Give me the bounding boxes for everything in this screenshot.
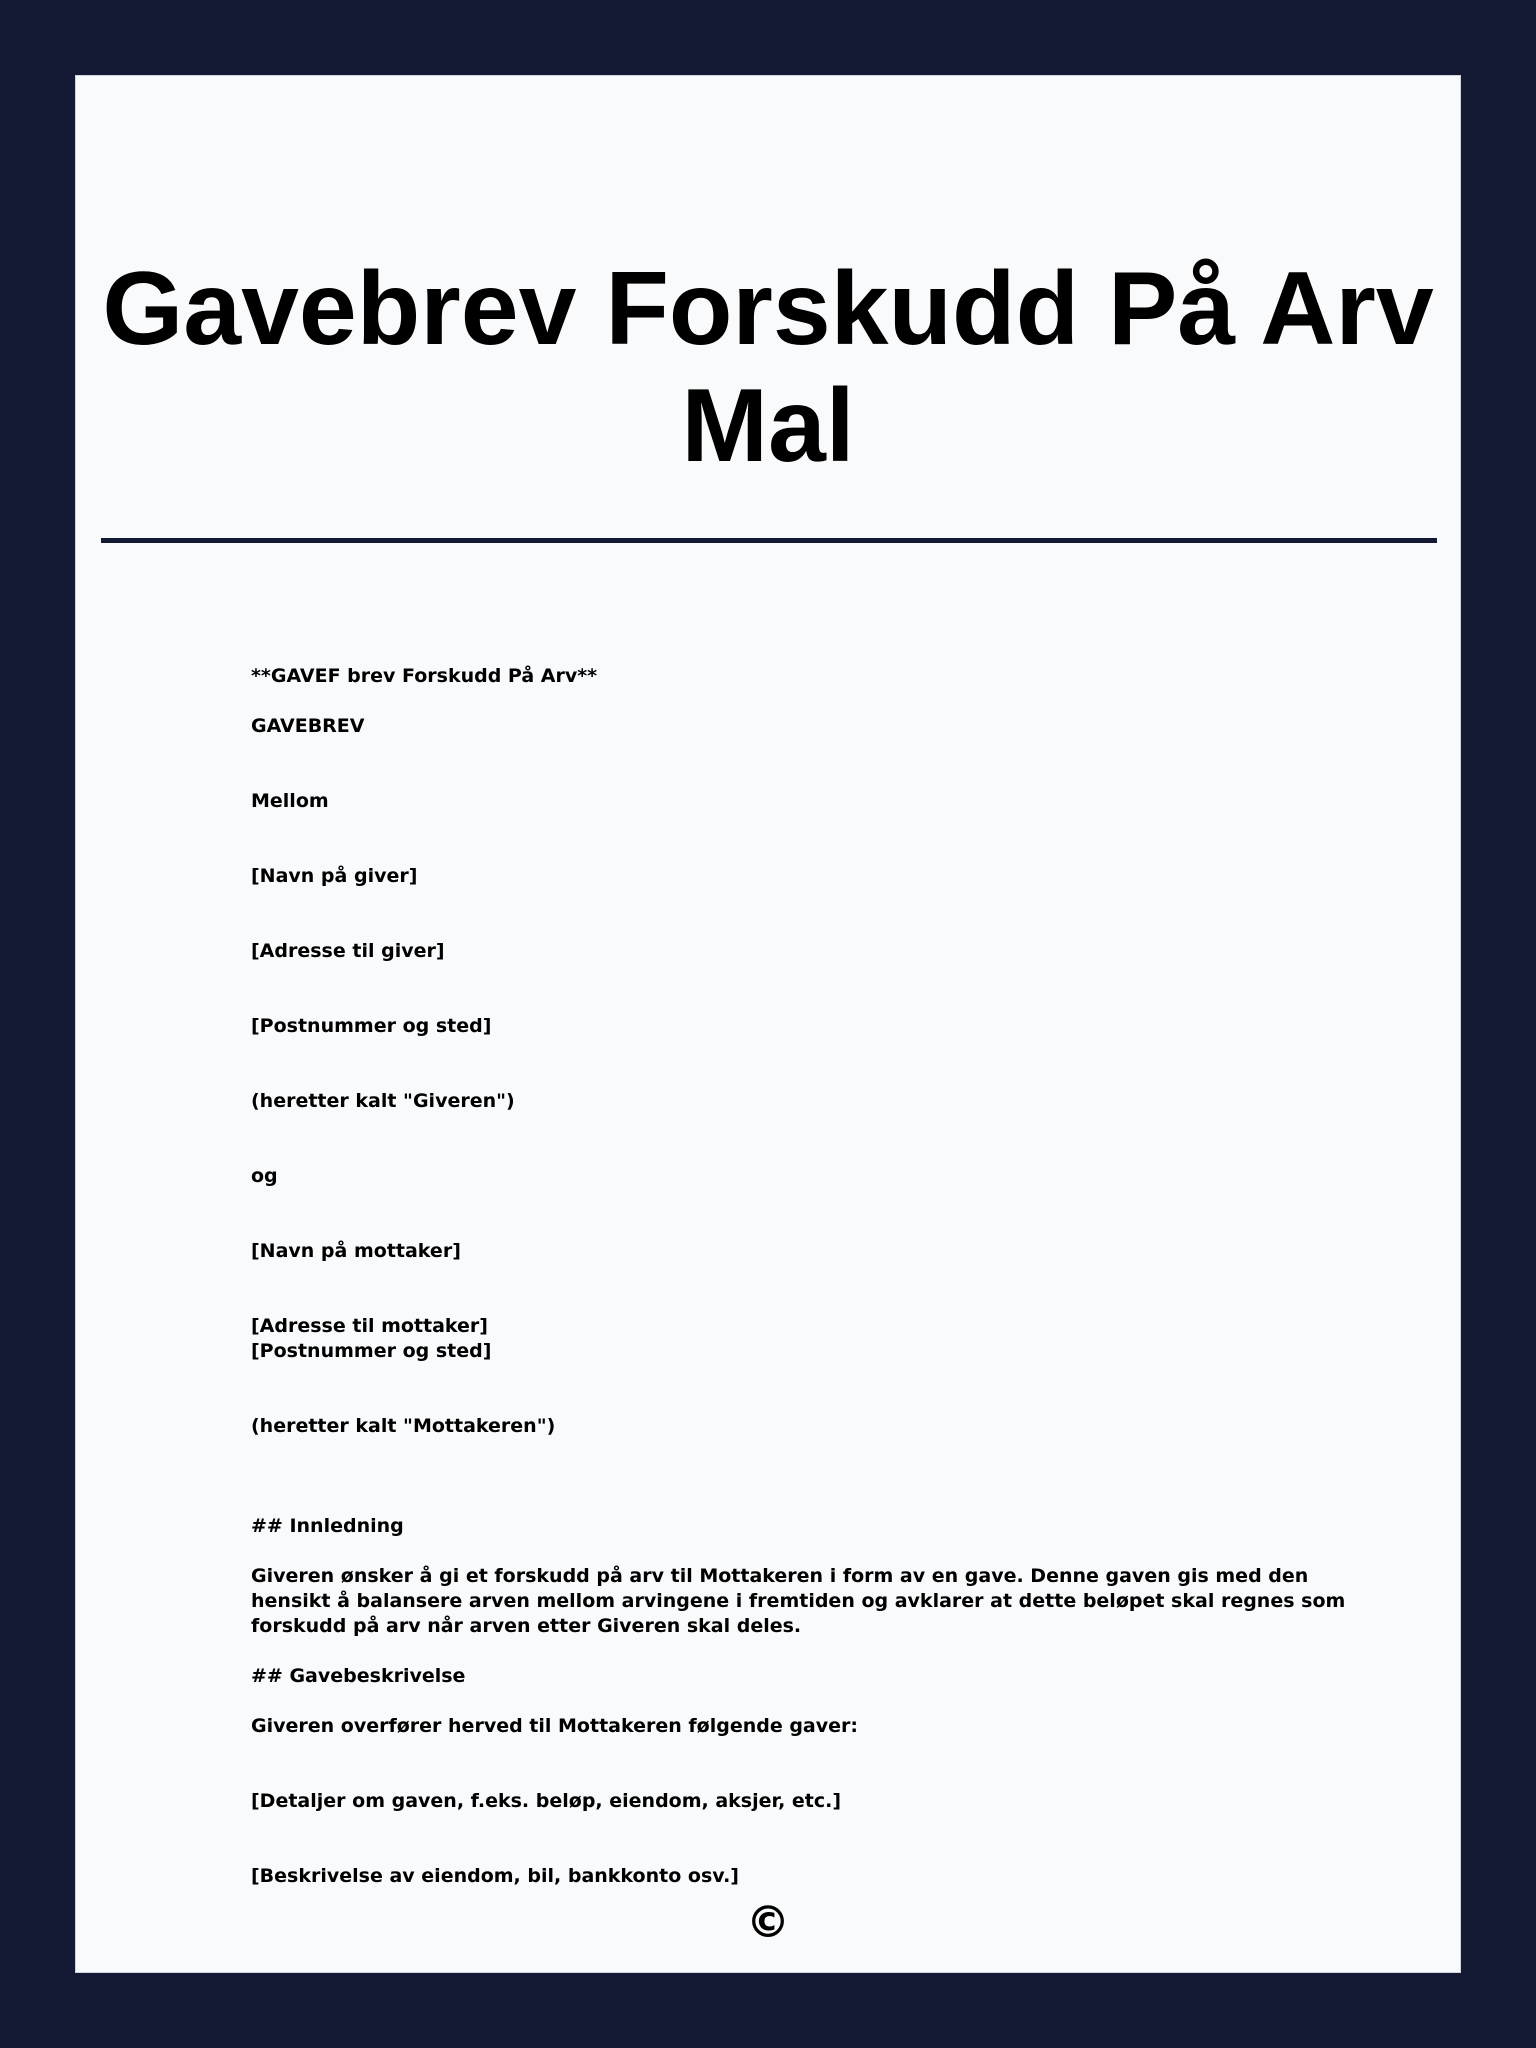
doc-gift-details: [Detaljer om gaven, f.eks. beløp, eiendom, aksjer, etc.] [251, 1790, 842, 1812]
doc-receiver-address: [Adresse til mottaker] [Postnummer og sted] [251, 1315, 492, 1362]
doc-giver-name: [Navn på giver] [251, 865, 418, 887]
doc-giver-alias: (heretter kalt "Giveren") [251, 1090, 515, 1112]
copyright-icon: © [746, 1897, 790, 1948]
doc-gift-description: [Beskrivelse av eiendom, bil, bankkonto osv.] [251, 1865, 739, 1887]
page-title: Gavebrev Forskudd På Arv Mal [102, 251, 1434, 484]
doc-og: og [251, 1165, 278, 1187]
doc-intro-paragraph: Giveren ønsker å gi et forskudd på arv til Mottakeren i form av en gave. Denne gaven gis med den hensikt å balansere arven mellom arvingene i fremtiden og avklarer at dette beløpet skal regnes som forskudd på arv når arven etter Giveren skal deles. [251, 1565, 1346, 1637]
doc-receiver-name: [Navn på mottaker] [251, 1240, 461, 1262]
doc-giver-address: [Adresse til giver] [251, 940, 445, 962]
doc-receiver-alias: (heretter kalt "Mottakeren") [251, 1415, 556, 1437]
doc-mellom: Mellom [251, 790, 329, 812]
doc-heading-line: **GAVEF brev Forskudd På Arv** [251, 665, 598, 687]
doc-gavebrev: GAVEBREV [251, 715, 365, 737]
doc-gift-intro: Giveren overfører herved til Mottakeren følgende gaver: [251, 1715, 858, 1737]
doc-section-innledning: ## Innledning [251, 1515, 404, 1537]
doc-section-gavebeskrivelse: ## Gavebeskrivelse [251, 1665, 466, 1687]
title-divider [101, 538, 1437, 543]
document-page [75, 75, 1461, 1973]
doc-giver-postal: [Postnummer og sted] [251, 1015, 492, 1037]
